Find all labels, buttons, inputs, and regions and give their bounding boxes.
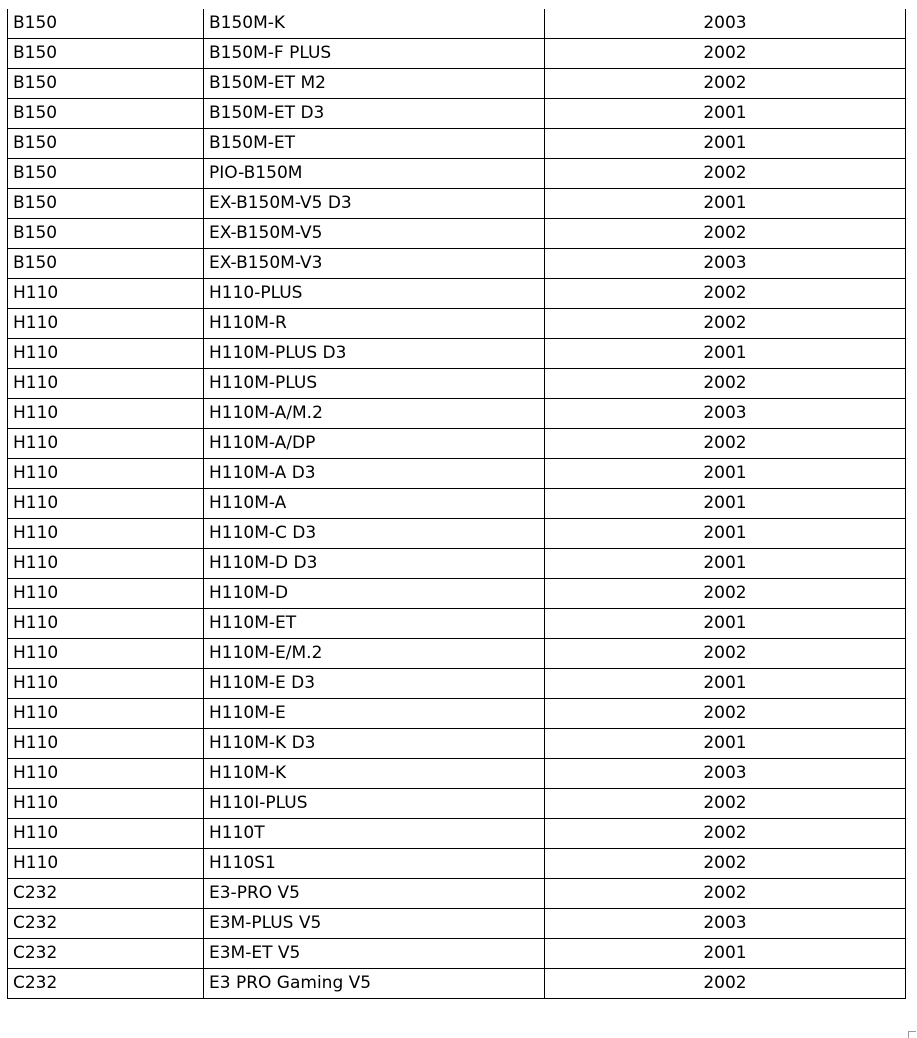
model-cell: H110M-D (204, 579, 545, 609)
model-cell: EX-B150M-V5 D3 (204, 189, 545, 219)
table-row (8, 339, 906, 369)
model-cell: H110I-PLUS (204, 789, 545, 819)
table-row (8, 939, 906, 969)
year-cell: 2003 (545, 909, 906, 939)
table-row (8, 189, 906, 219)
year-cell: 2002 (545, 309, 906, 339)
table-row (8, 39, 906, 69)
table-row (8, 639, 906, 669)
table-row (8, 99, 906, 129)
table-row (8, 399, 906, 429)
model-cell: B150M-K (204, 9, 545, 39)
chipset-cell: H110 (8, 339, 204, 369)
table-body (8, 9, 906, 999)
year-cell: 2001 (545, 459, 906, 489)
table-row (8, 249, 906, 279)
data-table (7, 9, 906, 999)
year-cell: 2001 (545, 489, 906, 519)
table-row (8, 129, 906, 159)
year-cell: 2001 (545, 189, 906, 219)
model-cell: B150M-ET M2 (204, 69, 545, 99)
chipset-cell: B150 (8, 99, 204, 129)
table-row (8, 279, 906, 309)
table-row (8, 549, 906, 579)
year-cell: 2001 (545, 729, 906, 759)
model-cell: H110M-A/DP (204, 429, 545, 459)
model-cell: H110M-E D3 (204, 669, 545, 699)
model-cell: EX-B150M-V5 (204, 219, 545, 249)
table-row (8, 879, 906, 909)
year-cell: 2003 (545, 399, 906, 429)
model-cell: E3-PRO V5 (204, 879, 545, 909)
model-cell: H110M-ET (204, 609, 545, 639)
table-row (8, 519, 906, 549)
table-row (8, 969, 906, 999)
table-row (8, 219, 906, 249)
model-cell: PIO-B150M (204, 159, 545, 189)
table-row (8, 669, 906, 699)
table-row (8, 729, 906, 759)
chipset-cell: H110 (8, 819, 204, 849)
chipset-cell: H110 (8, 429, 204, 459)
model-cell: H110M-R (204, 309, 545, 339)
model-cell: H110M-PLUS D3 (204, 339, 545, 369)
model-cell: H110M-A (204, 489, 545, 519)
table-row (8, 909, 906, 939)
chipset-cell: C232 (8, 969, 204, 999)
table-row (8, 609, 906, 639)
chipset-cell: C232 (8, 879, 204, 909)
year-cell: 2003 (545, 759, 906, 789)
chipset-cell: H110 (8, 369, 204, 399)
chipset-cell: H110 (8, 669, 204, 699)
year-cell: 2002 (545, 879, 906, 909)
year-cell: 2002 (545, 789, 906, 819)
table-row (8, 759, 906, 789)
table-row (8, 849, 906, 879)
chipset-cell: H110 (8, 549, 204, 579)
model-cell: H110M-A/M.2 (204, 399, 545, 429)
chipset-cell: H110 (8, 789, 204, 819)
year-cell: 2002 (545, 969, 906, 999)
model-cell: B150M-ET D3 (204, 99, 545, 129)
year-cell: 2001 (545, 669, 906, 699)
table-row (8, 459, 906, 489)
table-corner-handle (908, 1031, 916, 1038)
chipset-cell: B150 (8, 129, 204, 159)
model-cell: H110M-A D3 (204, 459, 545, 489)
model-cell: H110M-E/M.2 (204, 639, 545, 669)
chipset-cell: H110 (8, 699, 204, 729)
year-cell: 2002 (545, 369, 906, 399)
year-cell: 2002 (545, 849, 906, 879)
chipset-cell: C232 (8, 939, 204, 969)
model-cell: H110S1 (204, 849, 545, 879)
table-row (8, 699, 906, 729)
chipset-cell: B150 (8, 69, 204, 99)
year-cell: 2002 (545, 639, 906, 669)
model-cell: H110M-C D3 (204, 519, 545, 549)
chipset-cell: B150 (8, 9, 204, 39)
chipset-cell: B150 (8, 249, 204, 279)
model-cell: H110T (204, 819, 545, 849)
table-row (8, 309, 906, 339)
chipset-cell: H110 (8, 459, 204, 489)
chipset-cell: H110 (8, 759, 204, 789)
year-cell: 2002 (545, 69, 906, 99)
model-cell: E3M-ET V5 (204, 939, 545, 969)
model-cell: H110M-D D3 (204, 549, 545, 579)
year-cell: 2001 (545, 99, 906, 129)
year-cell: 2001 (545, 549, 906, 579)
chipset-cell: H110 (8, 639, 204, 669)
table-row (8, 489, 906, 519)
year-cell: 2002 (545, 699, 906, 729)
table-row (8, 819, 906, 849)
chipset-cell: B150 (8, 39, 204, 69)
table-row (8, 159, 906, 189)
table-row (8, 69, 906, 99)
chipset-cell: H110 (8, 519, 204, 549)
table-row (8, 369, 906, 399)
year-cell: 2001 (545, 339, 906, 369)
chipset-cell: H110 (8, 579, 204, 609)
year-cell: 2001 (545, 609, 906, 639)
year-cell: 2003 (545, 249, 906, 279)
chipset-cell: H110 (8, 849, 204, 879)
chipset-cell: H110 (8, 309, 204, 339)
chipset-cell: H110 (8, 399, 204, 429)
model-cell: H110M-E (204, 699, 545, 729)
table-row (8, 429, 906, 459)
chipset-cell: H110 (8, 279, 204, 309)
year-cell: 2002 (545, 279, 906, 309)
year-cell: 2002 (545, 819, 906, 849)
year-cell: 2003 (545, 9, 906, 39)
chipset-cell: B150 (8, 159, 204, 189)
chipset-cell: H110 (8, 729, 204, 759)
year-cell: 2002 (545, 429, 906, 459)
model-cell: B150M-ET (204, 129, 545, 159)
model-cell: H110M-PLUS (204, 369, 545, 399)
model-cell: B150M-F PLUS (204, 39, 545, 69)
year-cell: 2001 (545, 519, 906, 549)
year-cell: 2002 (545, 159, 906, 189)
model-cell: H110M-K (204, 759, 545, 789)
table-row (8, 579, 906, 609)
table-row (8, 789, 906, 819)
chipset-cell: B150 (8, 219, 204, 249)
model-cell: H110-PLUS (204, 279, 545, 309)
chipset-cell: C232 (8, 909, 204, 939)
year-cell: 2002 (545, 219, 906, 249)
chipset-cell: H110 (8, 609, 204, 639)
table-row (8, 9, 906, 39)
model-cell: E3 PRO Gaming V5 (204, 969, 545, 999)
year-cell: 2002 (545, 579, 906, 609)
year-cell: 2001 (545, 129, 906, 159)
year-cell: 2002 (545, 39, 906, 69)
model-cell: E3M-PLUS V5 (204, 909, 545, 939)
chipset-cell: B150 (8, 189, 204, 219)
model-cell: H110M-K D3 (204, 729, 545, 759)
year-cell: 2001 (545, 939, 906, 969)
chipset-cell: H110 (8, 489, 204, 519)
model-cell: EX-B150M-V3 (204, 249, 545, 279)
